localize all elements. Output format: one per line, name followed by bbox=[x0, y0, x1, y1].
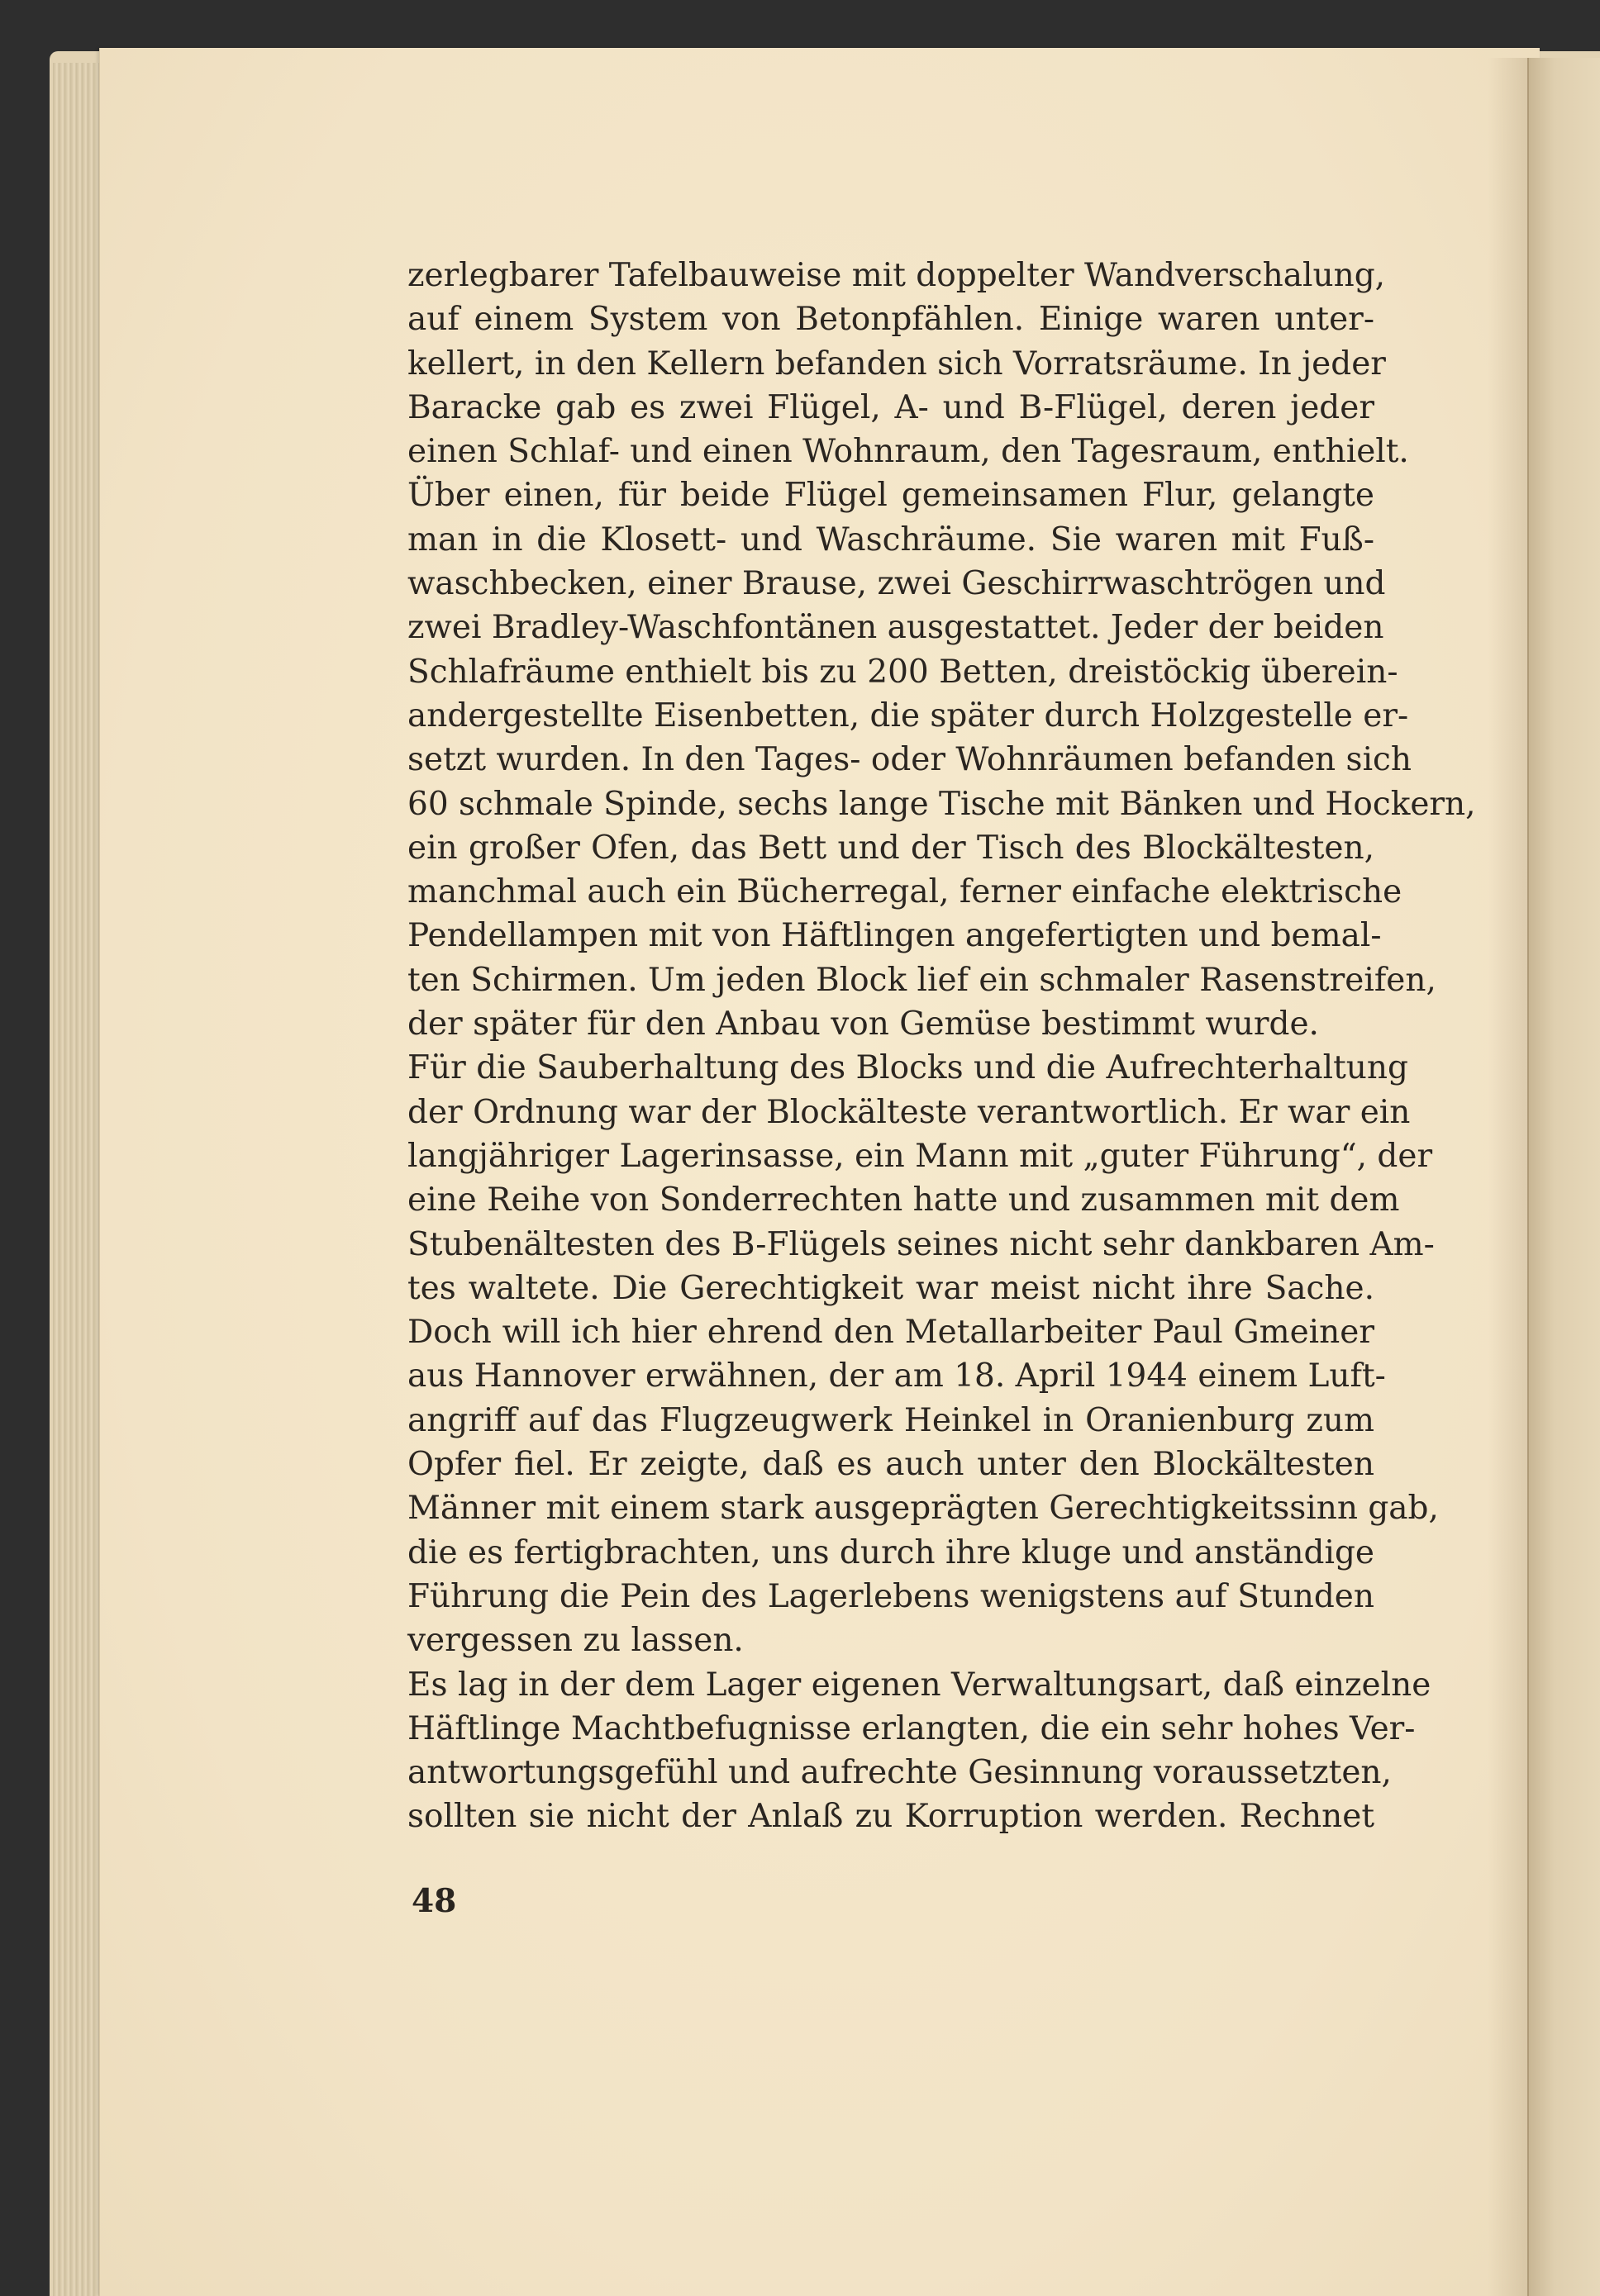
text-line: tes waltete. Die Gerechtigkeit war meist nicht ihre Sache. bbox=[407, 1269, 1374, 1307]
text-line: sollten sie nicht der Anlaß zu Korruption werden. Rechnet bbox=[407, 1798, 1374, 1836]
text-line: Häftlinge Machtbefugnisse erlangten, die ein sehr hohes Ver- bbox=[407, 1709, 1416, 1747]
facing-page-edge bbox=[1527, 58, 1600, 2296]
text-line: angriff auf das Flugzeugwerk Heinkel in Oranienburg zum bbox=[407, 1401, 1374, 1439]
text-line: einen Schlaf- und einen Wohnraum, den Tagesraum, enthielt. bbox=[407, 433, 1409, 471]
text-line: ein großer Ofen, das Bett und der Tisch des Blockältesten, bbox=[407, 829, 1374, 867]
text-line: ten Schirmen. Um jeden Block lief ein schmaler Rasenstreifen, bbox=[407, 961, 1436, 999]
text-line: Über einen, für beide Flügel gemeinsamen Flur, gelangte bbox=[407, 477, 1374, 515]
page-number: 48 bbox=[412, 1882, 457, 1920]
text-line: der Ordnung war der Blockälteste verantwortlich. Er war ein bbox=[407, 1093, 1411, 1131]
text-line: aus Hannover erwähnen, der am 18. April 1944 einem Luft- bbox=[407, 1357, 1386, 1395]
text-line: manchmal auch ein Bücherregal, ferner einfache elektrische bbox=[407, 873, 1402, 911]
text-line: Stubenältesten des B-Flügels seines nicht sehr dankbaren Am- bbox=[407, 1225, 1435, 1263]
text-line: auf einem System von Betonpfählen. Einige waren unter- bbox=[407, 301, 1374, 339]
text-line: zerlegbarer Tafelbauweise mit doppelter Wandverschalung, bbox=[407, 257, 1386, 294]
text-line: Für die Sauberhaltung des Blocks und die Aufrechterhaltung bbox=[407, 1049, 1408, 1087]
text-line: Baracke gab es zwei Flügel, A- und B-Flügel, deren jeder bbox=[407, 388, 1374, 426]
text-line: langjähriger Lagerinsasse, ein Mann mit „guter Führung“, der bbox=[407, 1137, 1433, 1175]
text-line: 60 schmale Spinde, sechs lange Tische mit Bänken und Hockern, bbox=[407, 785, 1476, 823]
text-line: waschbecken, einer Brause, zwei Geschirrwaschtrögen und bbox=[407, 565, 1386, 603]
text-line: Schlafräume enthielt bis zu 200 Betten, dreistöckig überein- bbox=[407, 653, 1398, 691]
text-line: Pendellampen mit von Häftlingen angefertigten und bemal- bbox=[407, 917, 1382, 955]
text-line: antwortungsgefühl und aufrechte Gesinnung voraussetzten, bbox=[407, 1754, 1392, 1792]
body-text bbox=[407, 254, 1476, 1839]
text-line: eine Reihe von Sonderrechten hatte und zusammen mit dem bbox=[407, 1181, 1400, 1219]
text-line: Opfer fiel. Er zeigte, daß es auch unter den Blockältesten bbox=[407, 1446, 1374, 1484]
text-line: vergessen zu lassen. bbox=[407, 1622, 744, 1660]
text-line: Männer mit einem stark ausgeprägten Gerechtigkeitssinn gab, bbox=[407, 1490, 1439, 1528]
text-line: Führung die Pein des Lagerlebens wenigstens auf Stunden bbox=[407, 1577, 1374, 1615]
text-line: kellert, in den Kellern befanden sich Vorratsräume. In jeder bbox=[407, 345, 1386, 383]
text-line: setzt wurden. In den Tages- oder Wohnräumen befanden sich bbox=[407, 741, 1412, 779]
text-line: Doch will ich hier ehrend den Metallarbeiter Paul Gmeiner bbox=[407, 1314, 1374, 1352]
text-line: die es fertigbrachten, uns durch ihre kluge und anständige bbox=[407, 1533, 1374, 1571]
text-line: der später für den Anbau von Gemüse bestimmt wurde. bbox=[407, 1005, 1319, 1043]
text-line: zwei Bradley-Waschfontänen ausgestattet. Jeder der beiden bbox=[407, 609, 1384, 647]
text-line: man in die Klosett- und Waschräume. Sie waren mit Fuß- bbox=[407, 521, 1374, 559]
gutter-shadow bbox=[1488, 58, 1529, 2296]
text-line: Es lag in der dem Lager eigenen Verwaltungsart, daß einzelne bbox=[407, 1666, 1431, 1704]
text-line: andergestellte Eisenbetten, die später durch Holzgestelle er- bbox=[407, 696, 1409, 734]
